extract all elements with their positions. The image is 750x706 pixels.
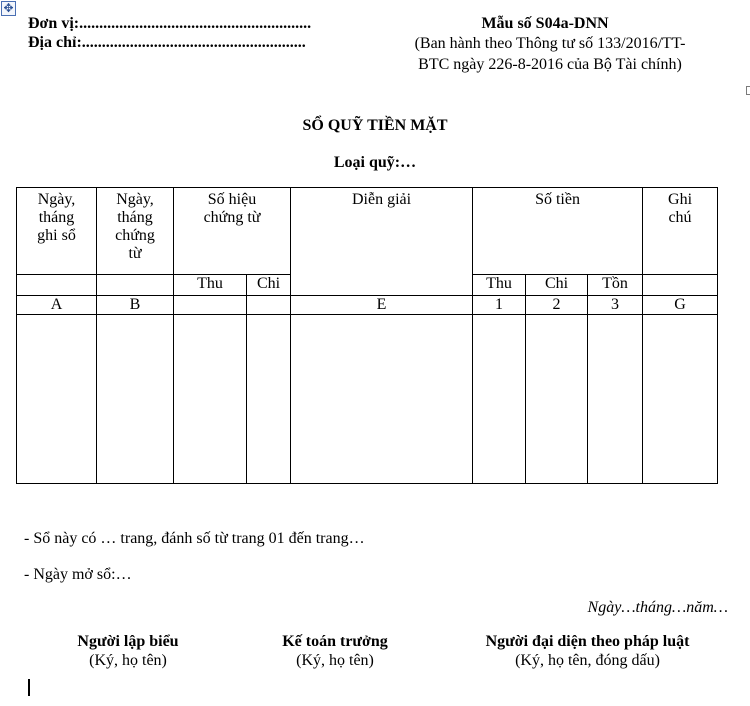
body-cell[interactable]	[291, 315, 473, 484]
col-day-voucher-l4: từ	[128, 245, 142, 262]
code-b: B	[97, 296, 174, 315]
code-c	[174, 296, 247, 315]
col-voucher-no-l1: Số hiệu	[207, 191, 257, 208]
col-day-record	[17, 188, 97, 275]
col-amount: Số tiền	[473, 188, 643, 275]
signature-accountant-note: (Ký, họ tên)	[296, 652, 374, 669]
code-g: G	[643, 296, 718, 315]
signature-accountant	[225, 632, 445, 670]
fund-type: Loại quỹ:…	[333, 154, 417, 171]
sub-chi: Chi	[247, 275, 291, 296]
col-note	[643, 188, 718, 275]
table-move-handle-icon[interactable]: ✥	[1, 1, 16, 16]
col-day-record-l1: Ngày,	[37, 191, 76, 208]
header-row	[17, 188, 718, 275]
unit-label: Đơn vị:..........................................................	[28, 15, 312, 32]
col-day-voucher	[97, 188, 174, 275]
issued-line-2: BTC ngày 226-8-2016 của Bộ Tài chính)	[418, 56, 682, 73]
body-cell[interactable]	[526, 315, 588, 484]
note-pages: - Sổ này có … trang, đánh số từ trang 01 đến trang…	[24, 530, 365, 547]
body-cell[interactable]	[174, 315, 247, 484]
issued-line-1: (Ban hành theo Thông tư số 133/2016/TT-	[414, 35, 686, 52]
col-voucher-no	[174, 188, 291, 275]
signature-accountant-title: Kế toán trưởng	[282, 633, 388, 650]
amt-thu: Thu	[473, 275, 526, 296]
table-body-row	[17, 315, 718, 484]
code-e: E	[291, 296, 473, 315]
body-cell[interactable]	[588, 315, 643, 484]
cash-ledger-table	[16, 187, 718, 484]
col-day-voucher-l1: Ngày,	[116, 191, 154, 208]
amt-chi: Chi	[526, 275, 588, 296]
resize-handle-icon[interactable]	[746, 86, 750, 95]
body-cell[interactable]	[17, 315, 97, 484]
signature-preparer	[18, 632, 238, 670]
code-a: A	[17, 296, 97, 315]
code-row	[17, 296, 718, 315]
col-day-voucher-l2: tháng	[117, 209, 153, 226]
signature-preparer-title: Người lập biểu	[77, 633, 179, 650]
signature-legal-rep-title: Người đại diện theo pháp luật	[485, 633, 690, 650]
col-voucher-no-l2: chứng từ	[203, 209, 261, 226]
sub-thu: Thu	[174, 275, 247, 296]
date-line: Ngày…tháng…năm…	[587, 599, 728, 616]
body-cell[interactable]	[473, 315, 526, 484]
amt-ton: Tồn	[588, 275, 643, 296]
sub-empty-1	[17, 275, 97, 296]
body-cell[interactable]	[643, 315, 718, 484]
col-day-record-l2: tháng	[38, 209, 75, 226]
signature-preparer-note: (Ký, họ tên)	[89, 652, 167, 669]
signature-legal-rep-note: (Ký, họ tên, đóng dấu)	[515, 652, 660, 669]
address-label: Địa chỉ:........................................................	[28, 34, 306, 51]
code-3: 3	[588, 296, 643, 315]
text-cursor	[28, 679, 30, 696]
code-2: 2	[526, 296, 588, 315]
col-day-voucher-l3: chứng	[115, 227, 155, 244]
note-open-date: - Ngày mở sổ:…	[24, 566, 132, 583]
signature-legal-rep	[440, 632, 735, 670]
sub-empty-2	[97, 275, 174, 296]
col-day-record-l3: ghi sổ	[37, 227, 76, 244]
form-code: Mẫu số S04a-DNN	[481, 15, 609, 32]
page-title: SỔ QUỸ TIỀN MẶT	[302, 117, 448, 134]
code-1: 1	[473, 296, 526, 315]
code-d	[247, 296, 291, 315]
body-cell[interactable]	[247, 315, 291, 484]
sub-empty-3	[643, 275, 718, 296]
col-description: Diễn giải	[291, 188, 473, 296]
col-note-l2: chú	[668, 209, 692, 226]
col-note-l1: Ghi	[668, 191, 693, 208]
body-cell[interactable]	[97, 315, 174, 484]
